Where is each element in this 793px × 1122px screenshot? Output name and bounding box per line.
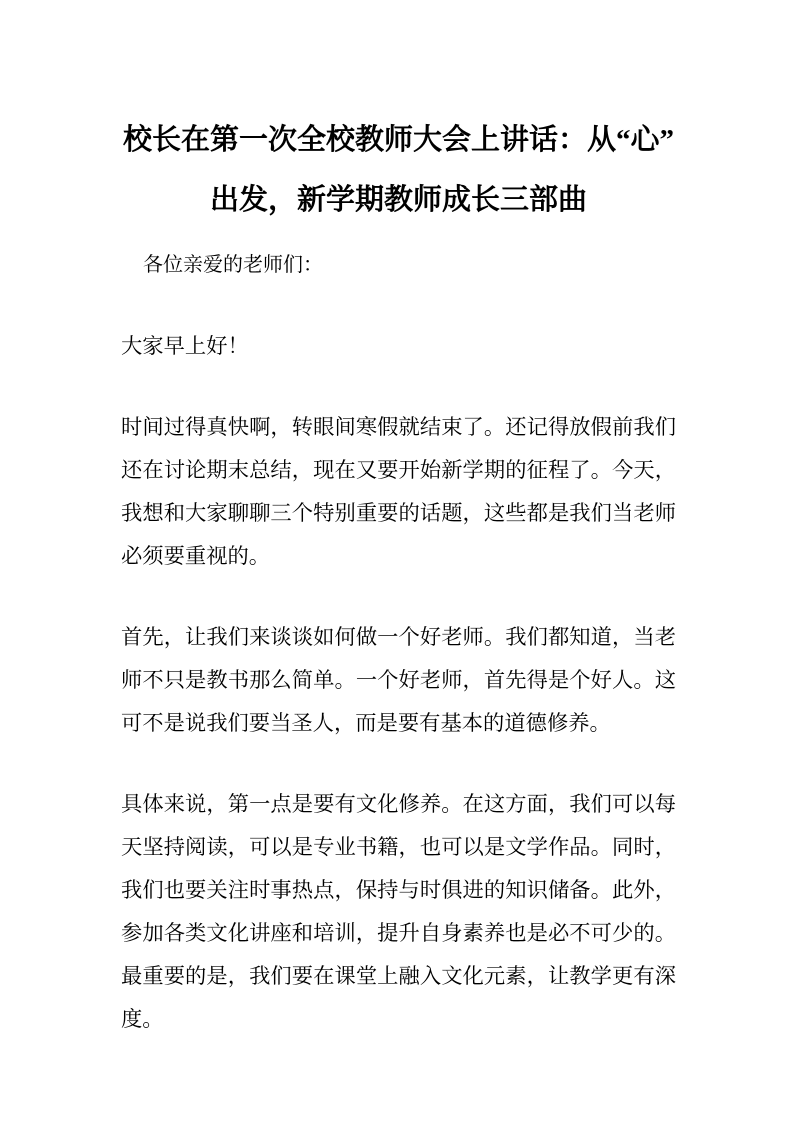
paragraph-greeting-morning: 大家早上好！ [121, 334, 249, 358]
document-title-line-1: 校长在第一次全校教师大会上讲话：从“心” [122, 124, 674, 156]
paragraph-good-teacher: 首先，让我们来谈谈如何做一个好老师。我们都知道，当老师不只是教书那么简单。一个好老师，首先得是个好人。这可不是说我们要当圣人，而是要有基本的道德修养。 [121, 625, 676, 735]
document-title [121, 110, 676, 230]
paragraph-intro: 时间过得真快啊，转眼间寒假就结束了。还记得放假前我们还在讨论期末总结，现在又要开始新学期的征程了。今天，我想和大家聊聊三个特别重要的话题，这些都是我们当老师必须要重视的。 [121, 415, 676, 568]
document-title-line-2: 出发，新学期教师成长三部曲 [209, 184, 587, 216]
paragraph-cultural-cultivation: 具体来说，第一点是要有文化修养。在这方面，我们可以每天坚持阅读，可以是专业书籍，也可以是文学作品。同时，我们也要关注时事热点，保持与时俱进的知识储备。此外，参加各类文化讲座和培训，提升自身素养也是必不可少的。最重要的是，我们要在课堂上融入文化元素，让教学更有深度。 [121, 792, 676, 1031]
salutation-line: 各位亲爱的老师们： [143, 254, 323, 276]
